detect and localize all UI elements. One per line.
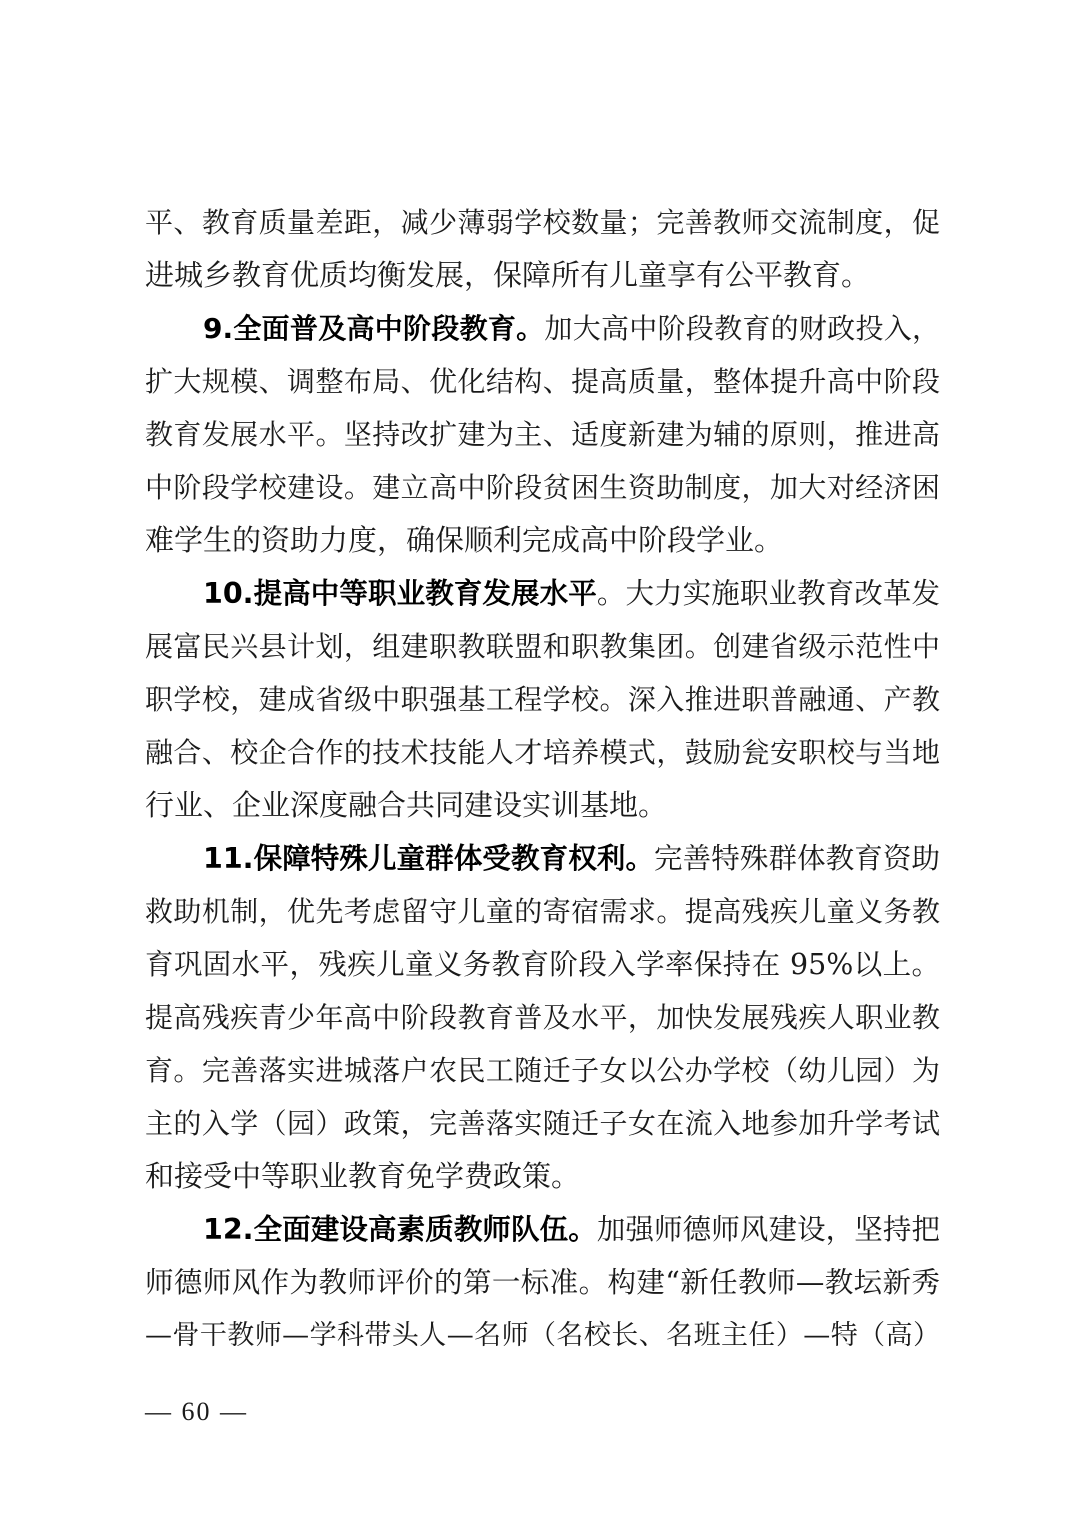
text-line: 教育发展水平。坚持改扩建为主、适度新建为辅的原则，推进高 — [145, 418, 940, 451]
text-line: 师德师风作为教师评价的第一标准。构建“新任教师—教坛新秀 — [145, 1266, 940, 1299]
text-line: 展富民兴县计划，组建职教联盟和职教集团。创建省级示范性中 — [145, 630, 940, 663]
section-heading-line: 11.保障特殊儿童群体受教育权利。完善特殊群体教育资助 — [203, 842, 940, 875]
text-line: 融合、校企合作的技术技能人才培养模式，鼓励瓮安职校与当地 — [145, 736, 940, 769]
section-heading: 12.全面建设高素质教师队伍。 — [203, 1213, 597, 1246]
text-line: 中阶段学校建设。建立高中阶段贫困生资助制度，加大对经济困 — [145, 471, 940, 504]
text-line: —骨干教师—学科带头人—名师（名校长、名班主任）—特（高） — [145, 1320, 940, 1351]
section-heading: 11.保障特殊儿童群体受教育权利。 — [203, 842, 655, 875]
section-heading-line: 9.全面普及高中阶段教育。加大高中阶段教育的财政投入， — [203, 312, 940, 345]
text-line: 和接受中等职业教育免学费政策。 — [145, 1159, 581, 1193]
body-text — [145, 196, 940, 1362]
text-line: 育巩固水平，残疾儿童义务教育阶段入学率保持在 95%以上。 — [145, 948, 940, 981]
section-heading-line: 12.全面建设高素质教师队伍。加强师德师风建设，坚持把 — [203, 1213, 940, 1246]
section-heading: 10.提高中等职业教育发展水平 — [203, 577, 597, 610]
text-line: 扩大规模、调整布局、优化结构、提高质量，整体提升高中阶段 — [145, 365, 940, 398]
text-line: 主的入学（园）政策，完善落实随迁子女在流入地参加升学考试 — [145, 1107, 940, 1140]
text-line: 进城乡教育优质均衡发展，保障所有儿童享有公平教育。 — [145, 258, 871, 292]
text-line: 平、教育质量差距，减少薄弱学校数量；完善教师交流制度，促 — [145, 206, 940, 239]
text-line: 育。完善落实进城落户农民工随迁子女以公办学校（幼儿园）为 — [145, 1054, 940, 1087]
text-line: 行业、企业深度融合共同建设实训基地。 — [145, 788, 668, 822]
text-line: 难学生的资助力度，确保顺利完成高中阶段学业。 — [145, 523, 784, 557]
text-line: 提高残疾青少年高中阶段教育普及水平，加快发展残疾人职业教 — [145, 1001, 940, 1034]
page-number: — 60 — — [145, 1397, 248, 1426]
text-line: 职学校，建成省级中职强基工程学校。深入推进职普融通、产教 — [145, 683, 940, 716]
text-line: 救助机制，优先考虑留守儿童的寄宿需求。提高残疾儿童义务教 — [145, 895, 940, 928]
section-heading: 9.全面普及高中阶段教育。 — [203, 312, 545, 345]
section-heading-line: 10.提高中等职业教育发展水平。大力实施职业教育改革发 — [203, 577, 940, 610]
